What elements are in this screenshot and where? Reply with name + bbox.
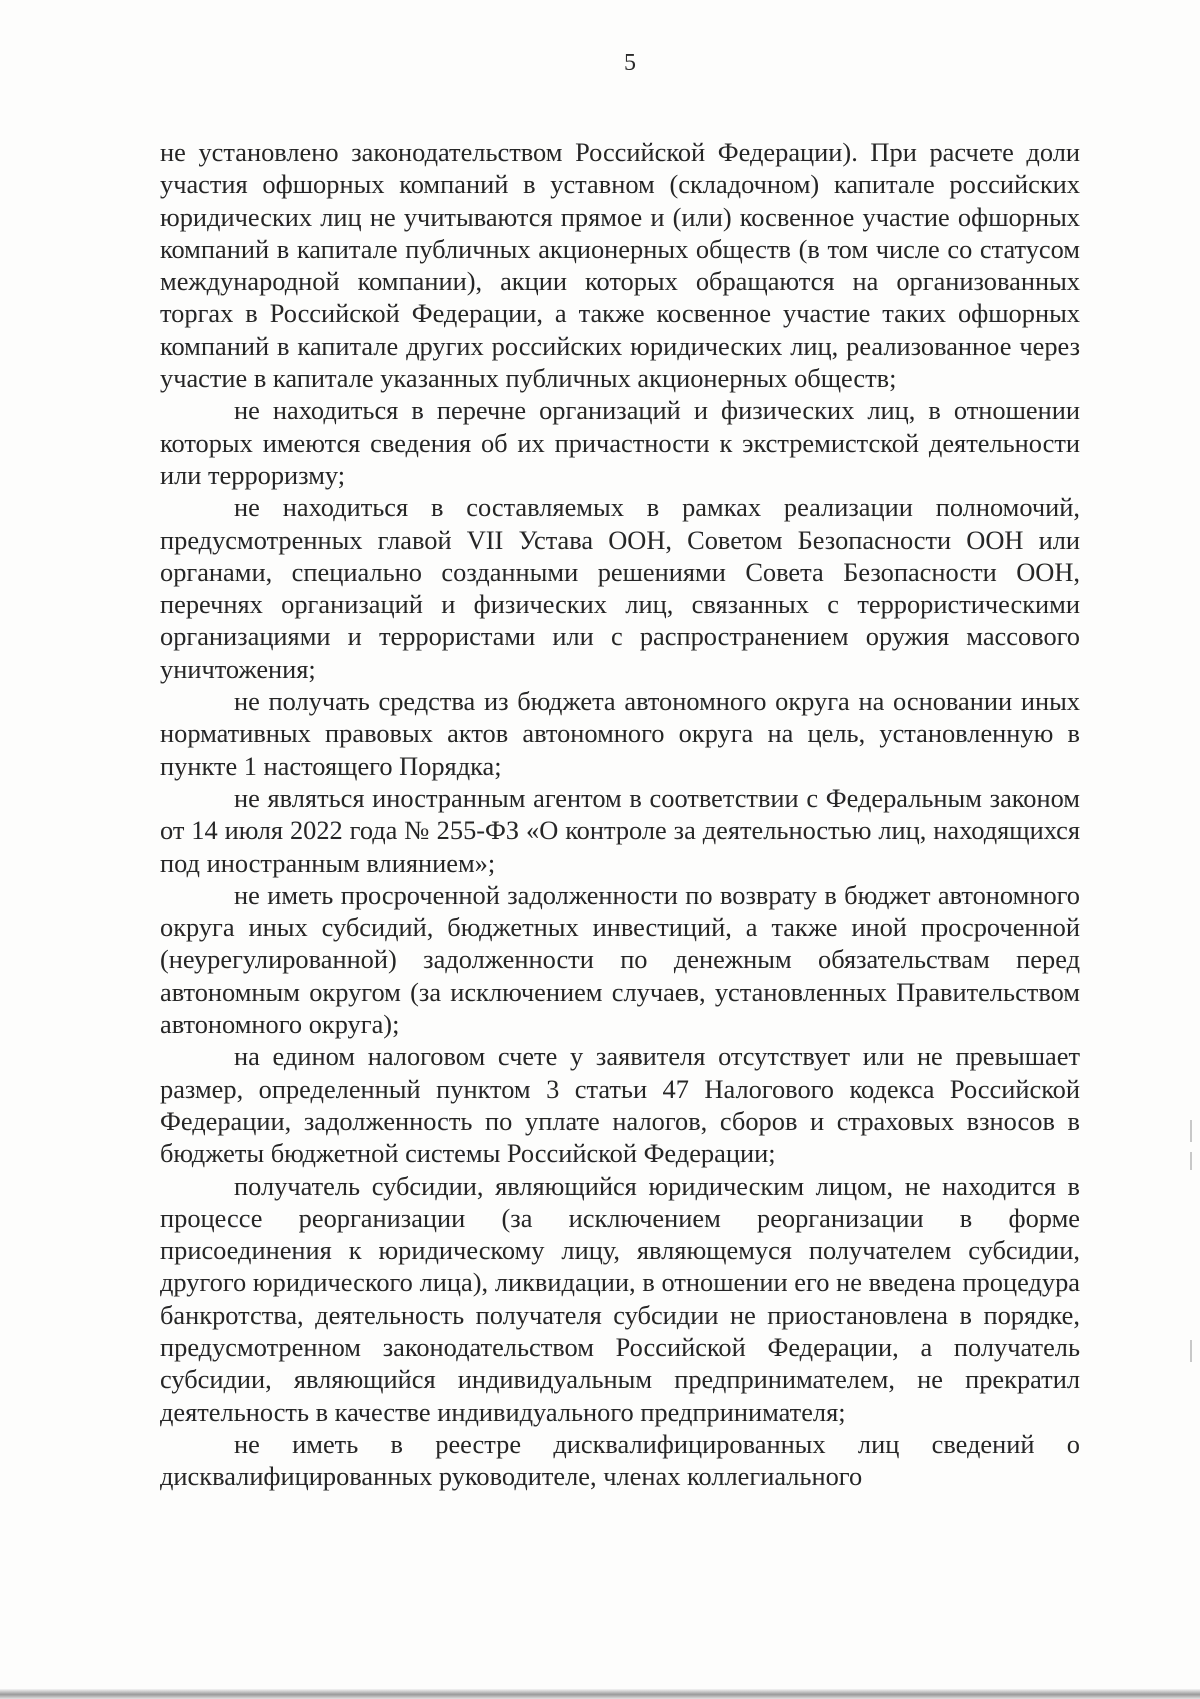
- paragraph-no-reorganization: получатель субсидии, являющийся юридическим лицом, не находится в процессе реорганизации (за исключением реорганизации в форме присоединения к юридическому лицу, являющемуся получателем субсидии, другого юридического лица), ликвидации, в отношении его не введена процедура банкротства, деятельность получателя субсидии не приостановлена в порядке, предусмотренном законодательством Российской Федерации, а получатель субсидии, являющийся индивидуальным предпринимателем, не прекратил деятельность в качестве индивидуального предпринимателя;: [160, 1170, 1080, 1427]
- page-number: 5: [624, 50, 636, 76]
- paragraph-foreign-agent: не являться иностранным агентом в соответствии с Федеральным законом от 14 июля 2022 года № 255-ФЗ «О контроле за деятельностью лиц, находящихся под иностранным влиянием»;: [160, 782, 1080, 878]
- paragraph-tax-account: на едином налоговом счете у заявителя отсутствует или не превышает размер, определенный пунктом 3 статьи 47 Налогового кодекса Российской Федерации, задолженность по уплате налогов, сборов и страховых взносов в бюджеты бюджетной системы Российской Федерации;: [160, 1041, 1080, 1169]
- scan-artifact-mark: [1190, 1340, 1192, 1362]
- scan-artifact-mark: [1190, 1152, 1192, 1170]
- document-body: [160, 136, 1080, 1492]
- paragraph-extremism-list: не находиться в перечне организаций и физических лиц, в отношении которых имеются сведения об их причастности к экстремистской деятельности или терроризму;: [160, 395, 1080, 490]
- paragraph-un-sanctions-list: не находиться в составляемых в рамках реализации полномочий, предусмотренных главой VII Устава ООН, Советом Безопасности ООН или органами, специально созданными решениями Совета Безопасности ООН, перечнях организаций и физических лиц, связанных с террористическими организациями и террористами или с распространением оружия массового уничтожения;: [160, 492, 1080, 684]
- paragraph-disqualified-persons: не иметь в реестре дисквалифицированных лиц сведений о дисквалифицированных руководителе, членах коллегиального: [160, 1428, 1080, 1492]
- paragraph-offshore-participation: не установлено законодательством Российской Федерации). При расчете доли участия офшорных компаний в уставном (складочном) капитале российских юридических лиц не учитываются прямое и (или) косвенное участие офшорных компаний в капитале публичных акционерных обществ (в том числе со статусом международной компании), акции которых обращаются на организованных торгах в Российской Федерации, а также косвенное участие таких офшорных компаний в капитале других российских юридических лиц, реализованное через участие в капитале указанных публичных акционерных обществ;: [160, 137, 1080, 394]
- paragraph-no-other-budget-funds: не получать средства из бюджета автономного округа на основании иных нормативных правовых актов автономного округа на цель, установленную в пункте 1 настоящего Порядка;: [160, 686, 1080, 781]
- scan-artifact-mark: [1190, 1120, 1192, 1142]
- paragraph-no-overdue-debt: не иметь просроченной задолженности по возврату в бюджет автономного округа иных субсидий, бюджетных инвестиций, а также иной просроченной (неурегулированной) задолженности по денежным обязательствам перед автономным округом (за исключением случаев, установленных Правительством автономного округа);: [160, 879, 1080, 1040]
- scan-bottom-edge: [0, 1689, 1200, 1699]
